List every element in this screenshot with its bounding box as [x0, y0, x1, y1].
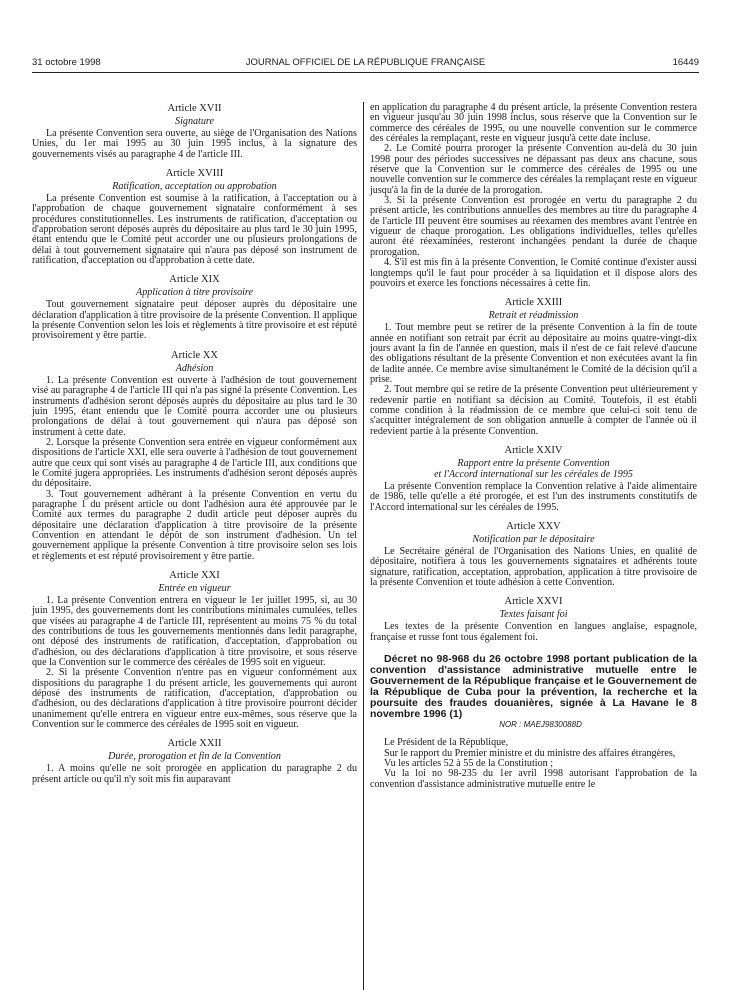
- header-rule: [32, 72, 699, 73]
- article-subtitle: Signature: [175, 116, 214, 127]
- paragraph: 3. Si la présente Convention est prorogée en vertu du paragraphe 2 du présent article, les contributions annuelles des membres au titre du paragraphe 4 de l'article III peuvent être soumises au réexamen des membres avant l'entrée en vigueur de chaque prorogation. Les obligations individuelles, telles qu'elles auront été réexaminées, resteront inchangées pendant la durée de chaque prorogation.: [370, 195, 697, 258]
- article-subtitle: Ratification, acceptation ou approbation: [112, 181, 277, 193]
- paragraph: La présente Convention est soumise à la ratification, à l'acceptation ou à l'approbation de chaque gouvernement signataire conformément à ses procédures constitutionnelles. Les instruments de ratification, d'acceptation ou d'approbation seront déposés auprès du dépositaire au plus tard le 30 juin 1995, étant entendu que le Comité peut accorder une ou plusieurs prolongations de délai à tout gouvernement signataire qui n'aura pas déposé son instrument de ratification, d'acceptation ou d'approbation à cette date.: [32, 193, 357, 267]
- paragraph: 2. Si la présente Convention n'entre pas en vigueur conformément aux dispositions du paragraphe 1 du présent article, les gouvernements qui auront déposé des instruments de ratification, d'acceptation, d'approbation ou d'adhésion, ou des déclarations d'application à titre provisoire pourront décider unanimement qu'elle entrera en vigueur entre eux-mêmes, sous réserve que la Convention sur le commerce des céréales de 1995 soit en vigueur.: [32, 667, 357, 731]
- article-subtitle: Entrée en vigueur: [158, 583, 231, 594]
- article-title: Article XXV: [506, 521, 561, 532]
- paragraph: Sur le rapport du Premier ministre et du ministre des affaires étrangères,: [384, 747, 676, 759]
- paragraph: 2. Lorsque la présente Convention sera entrée en vigueur conformément aux dispositions de l'article XXI, elle sera ouverte à l'adhésion de tout gouvernement autre que ceux qui sont visés au paragraphe 4 de l'article III, aux conditions que le Comité jugera appropriées. Les instruments d'adhésion seront déposés auprès du dépositaire.: [32, 436, 357, 490]
- article-title: Article XXI: [169, 570, 220, 581]
- paragraph: Le Secrétaire général de l'Organisation des Nations Unies, en qualité de dépositaire, notifiera à tous les gouvernements signataires et adhérents toute signature, ratification, acceptation, approbation, application à titre provisoire de la présente Convention et toute adhésion à cette Convention.: [370, 546, 697, 589]
- article-subtitle: Retrait et réadmission: [488, 310, 579, 322]
- paragraph: 3. Tout gouvernement adhérant à la présente Convention en vertu du paragraphe 1 du présent article ou dont l'adhésion aura été approuvée par le Comité aux termes du paragraphe 2 dudit article peut déposer auprès du dépositaire une déclaration d'application à titre provisoire de la présente Convention en attendant le dépôt de son instrument d'adhésion. Un tel gouvernement applique la présente Convention à titre provisoire selon ses lois et règlements et est réputé provisoirement y être partie.: [32, 488, 357, 562]
- nor-reference: NOR : MAEJ9830088D: [499, 720, 582, 730]
- header-page-number: 16449: [672, 57, 699, 68]
- paragraph: Vu les articles 52 à 55 de la Constitution ;: [384, 758, 553, 770]
- paragraph: 1. Tout membre peut se retirer de la présente Convention à la fin de toute année en notifiant son retrait par écrit au dépositaire au moins quatre-vingt-dix jours avant la fin de l'année en question, mais il n'est de ce fait relevé d'aucune des obligations résultant de la présente Convention et non exécutées avant la fin de ladite année. Ce membre avise simultanément le Comité de la décision qu'il a prise.: [370, 322, 697, 385]
- paragraph: La présente Convention remplace la Convention relative à l'aide alimentaire de 1986, telle qu'elle a été prorogée, et est l'un des instruments constitutifs de l'Accord international sur les céréales de 1995.: [370, 480, 697, 513]
- paragraph: La présente Convention sera ouverte, au siège de l'Organisation des Nations Unies, du 1er mai 1995 au 30 juin 1995 inclus, à la signature des gouvernements visés au paragraphe 4 de l'article III.: [32, 128, 357, 160]
- article-title: Article XIX: [169, 274, 220, 286]
- column-divider: [363, 102, 364, 990]
- paragraph: 1. La présente Convention entrera en vigueur le 1er juillet 1995, si, au 30 juin 1995, des gouvernements dont les contributions minimales cumulées, telles que visées au paragraphe 4 de l'article III, représentent au moins 75 % du total des contributions de tous les gouvernements mentionnés dans ledit paragraphe, ont déposé des instruments de ratification, d'acceptation, d'approbation ou d'adhésion, ou des déclarations d'application à titre provisoire, et sous réserve que la Convention sur le commerce des céréales de 1995 soit en vigueur.: [32, 595, 357, 669]
- header-journal-title: JOURNAL OFFICIEL DE LA RÉPUBLIQUE FRANÇAISE: [245, 57, 486, 68]
- article-subtitle: Application à titre provisoire: [136, 287, 253, 299]
- article-subtitle: Durée, prorogation et fin de la Convention: [108, 751, 281, 763]
- article-subtitle: Notification par le dépositaire: [472, 534, 595, 545]
- article-subtitle: Textes faisant foi: [499, 609, 568, 621]
- paragraph: 4. S'il est mis fin à la présente Convention, le Comité continue d'exister aussi longtemps qu'il le faut pour procéder à sa liquidation et il dispose alors des pouvoirs et exerce les fonctions nécessaires à cette fin.: [370, 257, 697, 289]
- article-subtitle: Adhésion: [175, 362, 214, 374]
- page-header: [32, 57, 699, 71]
- article-title: Article XXVI: [504, 596, 563, 608]
- decree-title: Décret no 98-968 du 26 octobre 1998 portant publication de la convention d'assistance administrative mutuelle entre le Gouvernement de la République française et le Gouvernement de la République de Cuba pour la prévention, la recherche et la poursuite des fraudes douanières, signée à La Havane le 8 novembre 1996 (1): [370, 653, 697, 721]
- paragraph: 2. Tout membre qui se retire de la présente Convention peut ultérieurement y redevenir partie en notifiant sa décision au Comité. Toutefois, il est établi comme condition à la réadmission de ce membre que celui-ci soit tenu de s'acquitter intégralement de son obligation annuelle à compter de l'année où il redevient partie à la présente Convention.: [370, 384, 697, 437]
- paragraph: 1. A moins qu'elle ne soit prorogée en application du paragraphe 2 du présent article ou qu'il n'y soit mis fin auparavant: [32, 763, 357, 785]
- paragraph: Le Président de la République,: [384, 737, 509, 749]
- paragraph: Les textes de la présente Convention en langues anglaise, espagnole, française et russe font tous également foi.: [370, 621, 697, 643]
- paragraph: 2. Le Comité pourra proroger la présente Convention au-delà du 30 juin 1998 pour des périodes successives ne dépassant pas deux ans chacune, sous réserve que la Convention sur le commerce des céréales de 1995 ou une nouvelle convention sur le commerce des céréales la remplaçant reste en vigueur jusqu'à la fin de la durée de la prorogation.: [370, 143, 697, 196]
- article-subtitle: et l'Accord international sur les céréales de 1995: [434, 468, 633, 480]
- header-date: 31 octobre 1998: [32, 57, 101, 68]
- paragraph: 1. La présente Convention est ouverte à l'adhésion de tout gouvernement visé au paragraphe 4 de l'article III qui n'a pas signé la présente Convention. Les instruments d'adhésion seront déposés auprès du dépositaire au plus tard le 30 juin 1995, étant entendu que le Comité pourra accorder une ou plusieurs prolongations de délai à tout gouvernement qui n'aura pas déposé son instrument à cette date.: [32, 374, 357, 438]
- article-title: Article XXIV: [504, 444, 563, 456]
- left-column: [32, 103, 357, 785]
- paragraph: en application du paragraphe 4 du présent article, la présente Convention restera en vigueur jusqu'au 30 juin 1998 inclus, sous réserve que la Convention sur le commerce des céréales de 1995, ou une nouvelle convention sur le commerce des céréales la remplaçant, reste en vigueur jusqu'à cette date incluse.: [370, 102, 697, 145]
- paragraph: Tout gouvernement signataire peut déposer auprès du dépositaire une déclaration d'application à titre provisoire de la présente Convention. Il applique la présente Convention selon les lois et règlements à titre provisoire et est réputé provisoirement y être partie.: [32, 299, 357, 342]
- paragraph: Vu la loi no 98-235 du 1er avril 1998 autorisant l'approbation de la convention d'assistance administrative mutuelle entre le: [370, 768, 697, 790]
- article-title: Article XVII: [167, 103, 222, 114]
- article-title: Article XVIII: [165, 168, 224, 180]
- article-title: Article XXII: [167, 738, 222, 750]
- article-title: Article XXIII: [504, 297, 563, 309]
- article-subtitle: Rapport entre la présente Convention: [457, 457, 610, 469]
- article-title: Article XX: [171, 349, 218, 361]
- right-column: [370, 103, 697, 790]
